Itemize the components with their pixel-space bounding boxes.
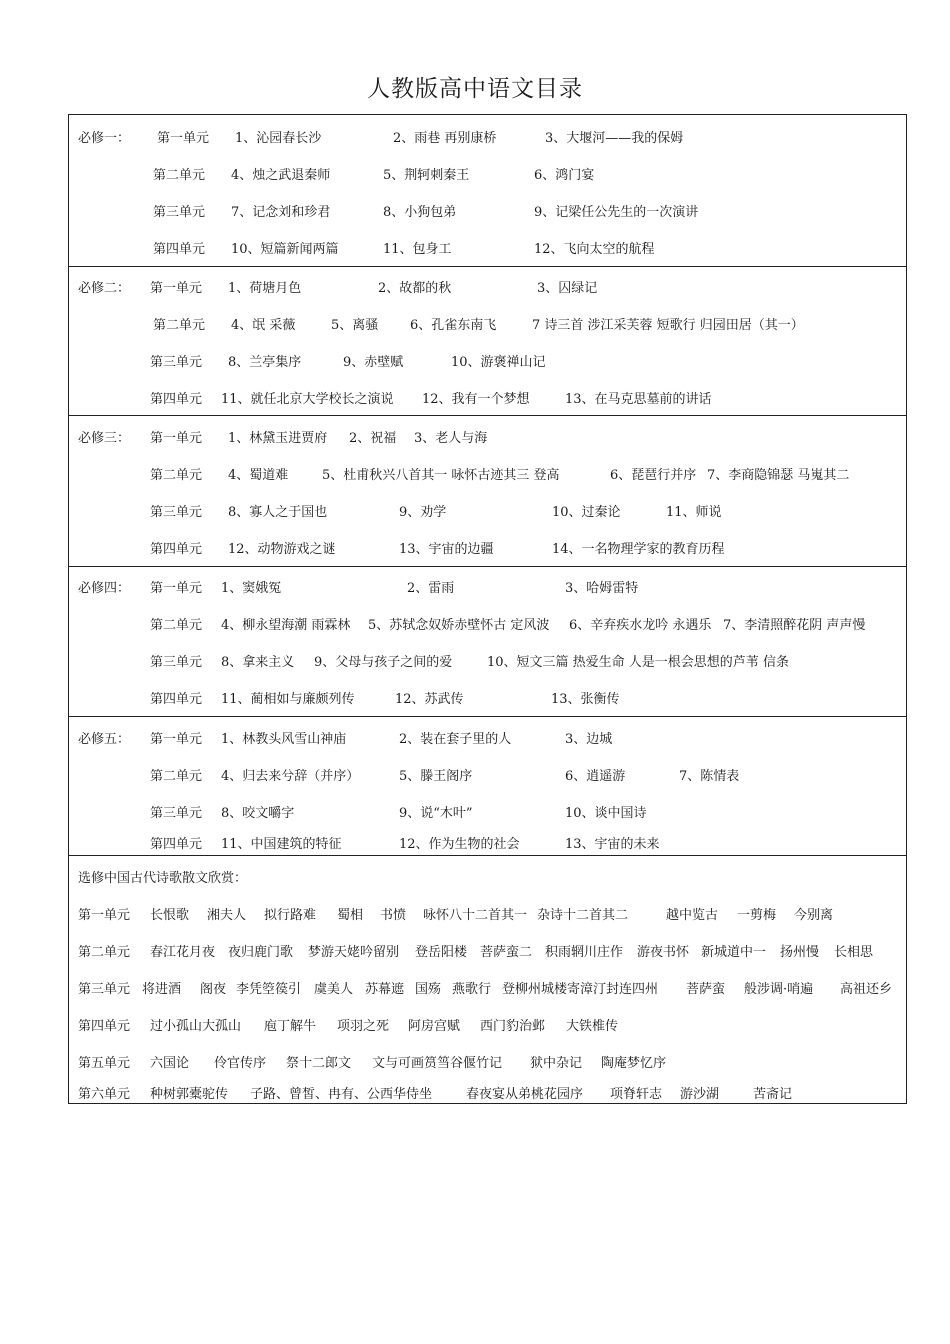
poem-item: 菩萨蛮 (686, 982, 726, 997)
poem-item: 登柳州城楼寄漳汀封连四州 (502, 982, 659, 997)
lesson-item: 10、游褒禅山记 (451, 355, 546, 370)
lesson-item: 5、离骚 (331, 318, 379, 333)
poem-item: 将进酒 (142, 982, 182, 997)
lesson-item: 4、蜀道难 (228, 468, 289, 483)
poem-item: 越中览古 (666, 908, 719, 923)
section-divider (69, 855, 906, 856)
unit-label: 第四单元 (150, 392, 203, 407)
poem-item: 夜归鹿门歌 (228, 945, 294, 960)
poem-item: 般涉调·哨遍 (744, 982, 814, 997)
lesson-item: 10、过秦论 (552, 505, 621, 520)
lesson-item: 11、蔺相如与廉颇列传 (221, 692, 355, 707)
poem-item: 过小孤山大孤山 (150, 1019, 242, 1034)
poem-item: 蜀相 (337, 908, 364, 923)
poem-item: 虞美人 (314, 982, 354, 997)
lesson-item: 2、雨巷 再别康桥 (393, 131, 497, 146)
poem-item: 项羽之死 (337, 1019, 390, 1034)
poem-item: 阿房宫赋 (408, 1019, 461, 1034)
lesson-item: 7、记念刘和珍君 (231, 205, 331, 220)
lesson-item: 11、中国建筑的特征 (221, 837, 342, 852)
unit-label: 第三单元 (150, 806, 203, 821)
poem-item: 扬州慢 (780, 945, 820, 960)
lesson-item: 12、我有一个梦想 (422, 392, 530, 407)
lesson-item: 6、鸿门宴 (534, 168, 595, 183)
unit-label: 第二单元 (153, 168, 206, 183)
lesson-item: 11、师说 (666, 505, 722, 520)
lesson-item: 2、祝福 (349, 431, 397, 446)
lesson-item: 3、大堰河——我的保姆 (545, 131, 684, 146)
lesson-item: 12、苏武传 (395, 692, 464, 707)
lesson-item: 9、记梁任公先生的一次演讲 (534, 205, 699, 220)
lesson-item: 3、哈姆雷特 (565, 581, 639, 596)
unit-label: 第一单元 (150, 281, 203, 296)
lesson-item: 9、赤壁赋 (343, 355, 404, 370)
lesson-item: 8、小狗包弟 (383, 205, 457, 220)
unit-label: 第一单元 (157, 131, 210, 146)
lesson-item: 2、故都的秋 (378, 281, 452, 296)
lesson-item: 2、装在套子里的人 (399, 732, 512, 747)
section-divider (69, 266, 906, 267)
section-label: 必修五： (78, 732, 131, 747)
poem-item: 积雨辋川庄作 (545, 945, 624, 960)
poem-item: 书愤 (380, 908, 407, 923)
poem-item: 今别离 (794, 908, 834, 923)
unit-label: 第三单元 (153, 205, 206, 220)
lesson-item: 6、琵琶行并序 (610, 468, 697, 483)
lesson-item: 1、林黛玉进贾府 (228, 431, 328, 446)
lesson-item: 2、雷雨 (407, 581, 455, 596)
poem-item: 春夜宴从弟桃花园序 (466, 1087, 584, 1102)
poem-item: 长恨歌 (150, 908, 190, 923)
poem-item: 阁夜 (200, 982, 227, 997)
section-label: 必修三： (78, 431, 131, 446)
lesson-item: 12、飞向太空的航程 (534, 242, 655, 257)
lesson-item: 13、张衡传 (551, 692, 620, 707)
poem-item: 伶官传序 (214, 1056, 267, 1071)
poem-item: 种树郭橐驼传 (150, 1087, 229, 1102)
poem-item: 陶庵梦忆序 (601, 1056, 667, 1071)
lesson-item: 9、父母与孩子之间的爱 (314, 655, 453, 670)
lesson-item: 3、囚绿记 (537, 281, 598, 296)
lesson-item: 6、逍遥游 (565, 769, 626, 784)
page-title: 人教版高中语文目录 (367, 76, 583, 102)
section-divider (69, 716, 906, 717)
poem-item: 六国论 (150, 1056, 190, 1071)
unit-label: 第二单元 (150, 769, 203, 784)
lesson-item: 4、烛之武退秦师 (231, 168, 331, 183)
lesson-item: 6、孔雀东南飞 (410, 318, 497, 333)
lesson-item: 3、老人与海 (414, 431, 488, 446)
lesson-item: 8、寡人之于国也 (228, 505, 328, 520)
catalog-table (68, 114, 907, 1104)
section-divider (69, 415, 906, 416)
lesson-item: 9、劝学 (399, 505, 447, 520)
lesson-item: 13、在马克思墓前的讲话 (565, 392, 712, 407)
lesson-item: 8、兰亭集序 (228, 355, 302, 370)
unit-label: 第三单元 (150, 505, 203, 520)
section-divider (69, 566, 906, 567)
poem-item: 菩萨蛮二 (480, 945, 533, 960)
unit-label: 第三单元 (150, 655, 203, 670)
lesson-item: 7、陈情表 (679, 769, 740, 784)
lesson-item: 4、归去来兮辞（并序） (221, 769, 360, 784)
unit-label: 第四单元 (78, 1019, 131, 1034)
lesson-item: 7、李清照醉花阴 声声慢 (723, 618, 866, 633)
unit-label: 第一单元 (150, 732, 203, 747)
unit-label: 第二单元 (78, 945, 131, 960)
section-label: 必修一： (78, 131, 131, 146)
lesson-item: 4、氓 采薇 (231, 318, 296, 333)
unit-label: 第三单元 (78, 982, 131, 997)
poem-item: 游夜书怀 (637, 945, 690, 960)
poem-item: 祭十二郎文 (286, 1056, 352, 1071)
poem-item: 庖丁解牛 (264, 1019, 317, 1034)
poem-item: 湘夫人 (207, 908, 247, 923)
lesson-item: 3、边城 (565, 732, 613, 747)
lesson-item: 8、咬文嚼字 (221, 806, 295, 821)
poem-item: 狱中杂记 (530, 1056, 583, 1071)
elective-label: 选修中国古代诗歌散文欣赏： (78, 871, 248, 886)
unit-label: 第五单元 (78, 1056, 131, 1071)
poem-item: 高祖还乡 (840, 982, 893, 997)
lesson-item: 14、一名物理学家的教育历程 (552, 542, 725, 557)
poem-item: 燕歌行 (452, 982, 492, 997)
unit-label: 第四单元 (150, 837, 203, 852)
lesson-item: 1、沁园春长沙 (235, 131, 322, 146)
lesson-item: 5、荆轲刺秦王 (383, 168, 470, 183)
poem-item: 国殇 (415, 982, 442, 997)
lesson-item: 6、辛弃疾水龙吟 永遇乐 (569, 618, 712, 633)
poem-item: 大铁椎传 (566, 1019, 619, 1034)
lesson-item: 7、李商隐锦瑟 马嵬其二 (707, 468, 850, 483)
poem-item: 子路、曾皙、冉有、公西华侍坐 (250, 1087, 433, 1102)
lesson-item: 9、说“木叶” (399, 806, 473, 821)
poem-item: 梦游天姥吟留别 (308, 945, 400, 960)
poem-item: 登岳阳楼 (415, 945, 468, 960)
unit-label: 第四单元 (150, 692, 203, 707)
poem-item: 拟行路难 (264, 908, 317, 923)
poem-item: 苏幕遮 (365, 982, 405, 997)
lesson-item: 11、就任北京大学校长之演说 (221, 392, 394, 407)
lesson-item: 7 诗三首 涉江采芙蓉 短歌行 归园田居（其一） (532, 318, 804, 333)
poem-item: 春江花月夜 (150, 945, 216, 960)
unit-label: 第三单元 (150, 355, 203, 370)
poem-item: 苦斋记 (753, 1087, 793, 1102)
unit-label: 第二单元 (150, 618, 203, 633)
lesson-item: 5、苏轼念奴娇赤壁怀古 定风波 (368, 618, 550, 633)
poem-item: 项脊轩志 (610, 1087, 663, 1102)
poem-item: 杂诗十二首其二 (537, 908, 629, 923)
poem-item: 李凭箜篌引 (236, 982, 302, 997)
poem-item: 游沙湖 (680, 1087, 720, 1102)
poem-item: 长相思 (834, 945, 874, 960)
lesson-item: 5、杜甫秋兴八首其一 咏怀古迹其三 登高 (322, 468, 560, 483)
lesson-item: 10、短篇新闻两篇 (231, 242, 339, 257)
section-label: 必修四： (78, 581, 131, 596)
lesson-item: 11、包身工 (383, 242, 452, 257)
lesson-item: 13、宇宙的未来 (565, 837, 660, 852)
lesson-item: 10、短文三篇 热爱生命 人是一根会思想的芦苇 信条 (487, 655, 789, 670)
lesson-item: 1、荷塘月色 (228, 281, 302, 296)
poem-item: 一剪梅 (737, 908, 777, 923)
poem-item: 文与可画筼筜谷偃竹记 (372, 1056, 503, 1071)
lesson-item: 4、柳永望海潮 雨霖林 (221, 618, 351, 633)
unit-label: 第二单元 (153, 318, 206, 333)
poem-item: 新城道中一 (701, 945, 767, 960)
unit-label: 第一单元 (78, 908, 131, 923)
lesson-item: 1、林教头风雪山神庙 (221, 732, 347, 747)
lesson-item: 10、谈中国诗 (565, 806, 647, 821)
unit-label: 第四单元 (150, 542, 203, 557)
lesson-item: 12、作为生物的社会 (399, 837, 520, 852)
unit-label: 第二单元 (150, 468, 203, 483)
unit-label: 第一单元 (150, 431, 203, 446)
lesson-item: 8、拿来主义 (221, 655, 295, 670)
section-label: 必修二： (78, 281, 131, 296)
unit-label: 第六单元 (78, 1087, 131, 1102)
poem-item: 西门豹治邺 (480, 1019, 546, 1034)
poem-item: 咏怀八十二首其一 (423, 908, 528, 923)
lesson-item: 5、滕王阁序 (399, 769, 473, 784)
lesson-item: 13、宇宙的边疆 (399, 542, 494, 557)
unit-label: 第一单元 (150, 581, 203, 596)
unit-label: 第四单元 (153, 242, 206, 257)
lesson-item: 1、窦娥冤 (221, 581, 282, 596)
lesson-item: 12、动物游戏之谜 (228, 542, 336, 557)
